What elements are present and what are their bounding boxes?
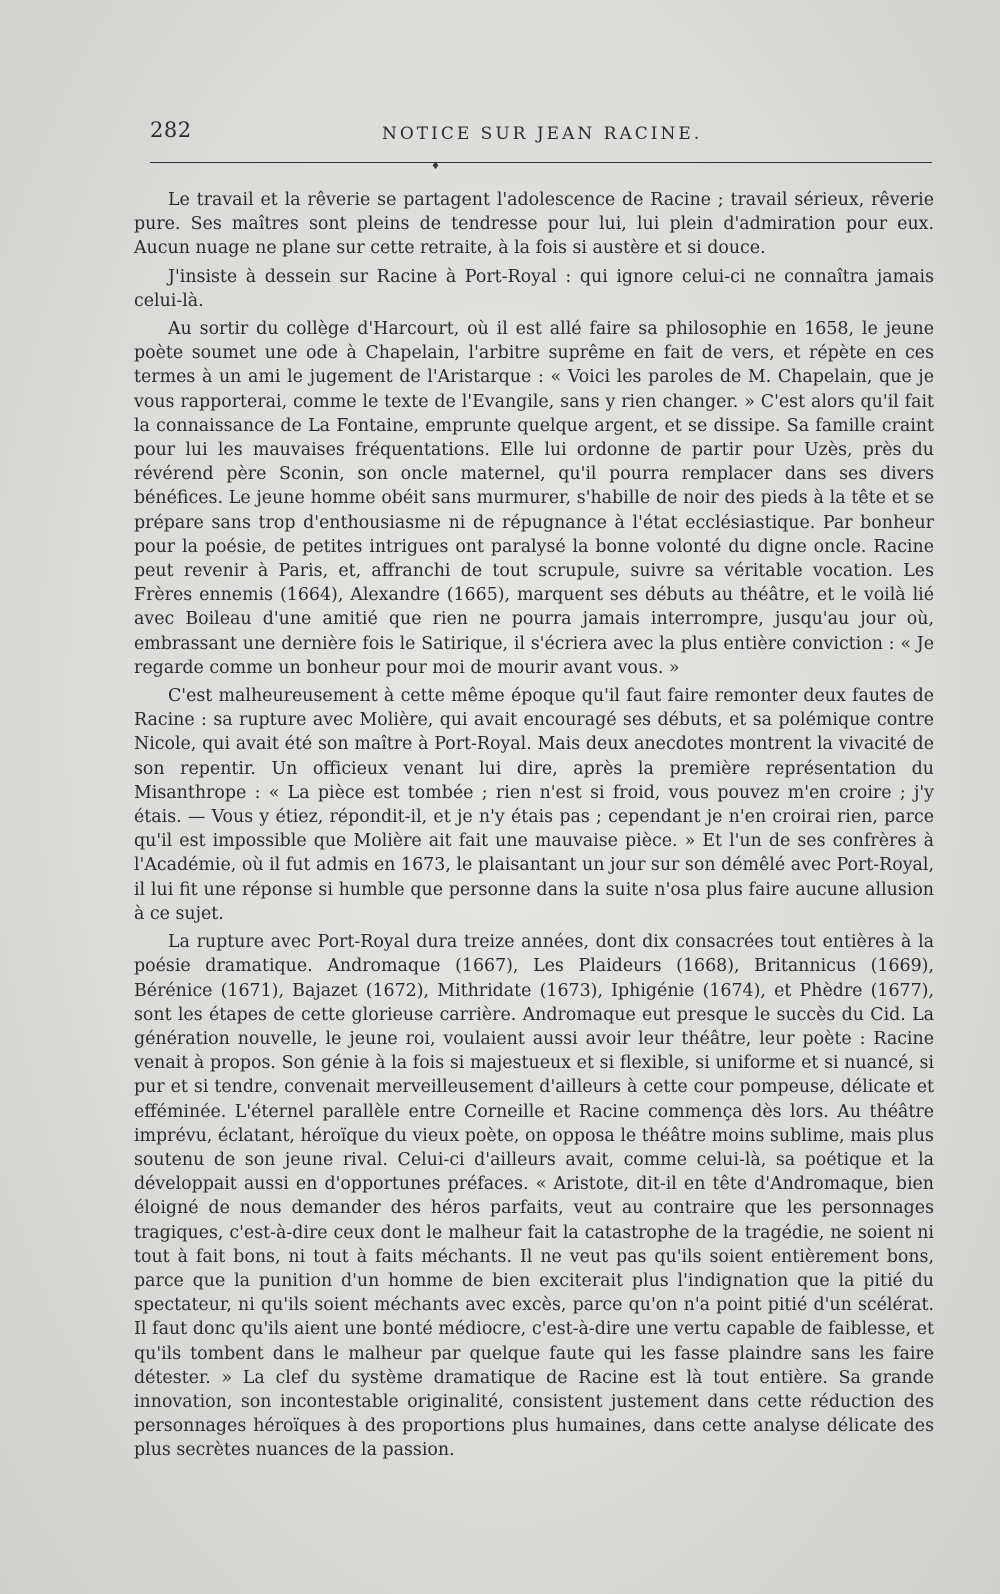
page-number: 282 [150, 118, 192, 142]
running-head [150, 116, 930, 156]
paragraph: C'est malheureusement à cette même époque qu'il faut faire remonter deux fautes de Racine : sa rupture avec Molière, qui avait encouragé ses débuts, et sa polémique contre Nicole, qui avait été son maître à Port-Royal. Mais deux anecdotes montrent la vivacité de son repentir. Un officieux venant lui dire, après la première représentation du Misanthrope : « La pièce est tombée ; rien n'est si froid, vous pouvez m'en croire ; j'y étais. — Vous y étiez, répondit-il, et je n'y étais pas ; cependant je n'en croirai rien, parce qu'il est impossible que Molière ait fait une mauvaise pièce. » Et l'un de ses confrères à l'Académie, où il fut admis en 1673, le plaisantant un jour sur son démêlé avec Port-Royal, il lui fit une réponse si humble que personne dans la suite n'osa plus faire aucune allusion à ce sujet. [134, 686, 934, 924]
running-title: NOTICE SUR JEAN RACINE. [382, 124, 703, 144]
paragraph: Au sortir du collège d'Harcourt, où il est allé faire sa philosophie en 1658, le jeune poète soumet une ode à Chapelain, l'arbitre suprême en fait de vers, et répète en ces termes à un ami le jugement de l'Aristarque : « Voici les paroles de M. Chapelain, que je vous rapporterai, comme le texte de l'Evangile, sans y rien changer. » C'est alors qu'il fait la connaissance de La Fontaine, emprunte quelque argent, et se dissipe. Sa famille craint pour lui les mauvaises fréquentations. Elle lui ordonne de partir pour Uzès, près du révérend père Sconin, son oncle maternel, qu'il pourra remplacer dans ses divers bénéfices. Le jeune homme obéit sans murmurer, s'habille de noir des pieds à la tête et se prépare sans trop d'enthousiasme ni de répugnance à l'état ecclésiastique. Par bonheur pour la poésie, de petites intrigues ont paralysé la bonne volonté du digne oncle. Racine peut revenir à Paris, et, affranchi de tout scrupule, suivre sa véritable vocation. Les Frères ennemis (1664), Alexandre (1665), marquent ses débuts au théâtre, et le voilà lié avec Boileau d'une amitié que rien ne pourra jamais interrompre, jusqu'au jour où, embrassant une dernière fois le Satirique, il s'écriera avec la plus entière conviction : « Je regarde comme un bonheur pour moi de mourir avant vous. » [134, 319, 934, 678]
paragraph: J'insiste à dessein sur Racine à Port-Royal : qui ignore celui-ci ne connaîtra jamais celui-là. [134, 266, 934, 311]
header-rule [150, 162, 932, 163]
body-text [134, 188, 934, 1467]
paragraph: La rupture avec Port-Royal dura treize années, dont dix consacrées tout entières à la poésie dramatique. Andromaque (1667), Les Plaideurs (1668), Britannicus (1669), Bérénice (1671), Bajazet (1672), Mithridate (1673), Iphigénie (1674), et Phèdre (1677), sont les étapes de cette glorieuse carrière. Andromaque eut presque le succès du Cid. La génération nouvelle, le jeune roi, voulaient aussi avoir leur théâtre, leur poète : Racine venait à propos. Son génie à la fois si majestueux et si flexible, si uniforme et si nuancé, si pur et si tendre, convenait merveilleusement d'ailleurs à cette cour pompeuse, délicate et efféminée. L'éternel parallèle entre Corneille et Racine commença dès lors. Au théâtre imprévu, éclatant, héroïque du vieux poète, on opposa le théâtre moins sublime, mais plus soutenu de son jeune rival. Celui-ci d'ailleurs avait, comme celui-là, sa poétique et la développait aussi en d'opportunes préfaces. « Aristote, dit-il en tête d'Andromaque, bien éloigné de nous demander des héros parfaits, veut au contraire que les personnages tragiques, c'est-à-dire ceux dont le malheur fait la catastrophe de la tragédie, ne soient ni tout à fait bons, ni tout à faits méchants. Il ne veut pas qu'ils soient entièrement bons, parce que la punition d'un homme de bien exciterait plus l'indignation que la pitié du spectateur, ni qu'ils soient méchants avec excès, parce qu'on n'a point pitié d'un scélérat. Il faut donc qu'ils aient une bonté médiocre, c'est-à-dire une vertu capable de faiblesse, et qu'ils tombent dans le malheur par quelque faute qui les fasse plaindre sans les faire détester. » La clef du système dramatique de Racine est là tout entière. Sa grande innovation, son incontestable originalité, consistent justement dans cette réduction des personnages héroïques à des proportions plus humaines, dans cette analyse délicate des plus secrètes nuances de la passion. [134, 932, 934, 1461]
diamond-ornament-icon: ♦ [431, 161, 440, 172]
paragraph: Le travail et la rêverie se partagent l'adolescence de Racine ; travail sérieux, rêverie pure. Ses maîtres sont pleins de tendresse pour lui, lui plein d'admiration pour eux. Aucun nuage ne plane sur cette retraite, à la fois si austère et si douce. [134, 190, 934, 259]
